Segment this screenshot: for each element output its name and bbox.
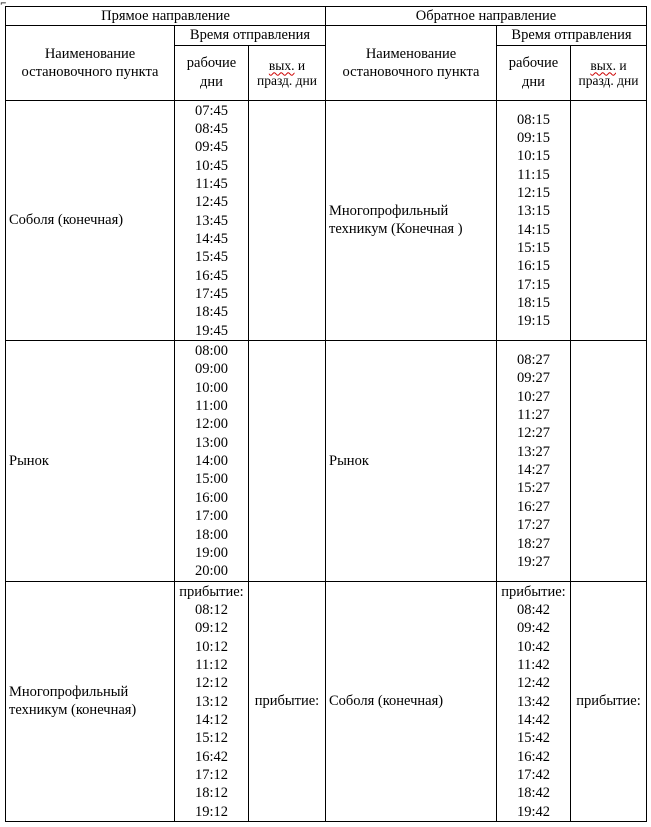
time-entry: 12:00	[194, 416, 229, 433]
time-entry: 18:42	[516, 785, 551, 802]
backward-weekend-times: прибытие:	[571, 581, 647, 821]
time-entry: 13:42	[516, 693, 551, 710]
time-entry: 17:42	[516, 766, 551, 783]
time-entry: 18:00	[194, 526, 229, 543]
backward-direction-header: Обратное направление	[326, 7, 647, 26]
time-entry: 18:27	[516, 535, 551, 552]
time-entry: 09:27	[516, 370, 551, 387]
time-entry: 16:42	[194, 748, 229, 765]
time-entry: 14:12	[194, 711, 229, 728]
backward-weekend-times	[571, 100, 647, 340]
time-entry: 09:00	[194, 361, 229, 378]
backward-departure-time-header: Время отправления	[497, 26, 647, 45]
time-entry: прибытие:	[501, 583, 566, 600]
time-entry: 16:42	[516, 748, 551, 765]
backward-stop-name-header: Наименование остановочного пункта	[326, 26, 497, 100]
time-entry: 15:45	[194, 249, 229, 266]
time-entry: 16:00	[194, 489, 229, 506]
time-entry: 15:27	[516, 480, 551, 497]
time-entry: 12:15	[516, 184, 551, 201]
time-entry: 10:00	[194, 379, 229, 396]
time-entry: 19:42	[516, 803, 551, 820]
time-entry: 11:15	[517, 166, 550, 183]
time-entry: прибытие:	[179, 583, 244, 600]
time-entry: 09:12	[194, 620, 229, 637]
time-entry: 08:15	[516, 111, 551, 128]
corner-marker: ⌐	[0, 0, 7, 8]
time-entry: 17:00	[194, 508, 229, 525]
time-entry: 13:00	[194, 434, 229, 451]
time-entry: 19:15	[516, 313, 551, 330]
forward-weekend-header	[249, 45, 326, 100]
time-entry: 14:45	[194, 231, 229, 247]
time-entry: 18:45	[194, 304, 229, 321]
time-entry: 13:27	[516, 443, 551, 460]
time-entry: 11:42	[517, 656, 550, 673]
forward-weekend-times: прибытие:	[249, 581, 326, 821]
time-entry: 09:15	[516, 129, 551, 146]
time-entry: 14:00	[194, 453, 229, 470]
time-entry: 07:45	[194, 102, 229, 119]
time-entry: 19:27	[516, 553, 551, 570]
time-entry: 15:15	[516, 240, 551, 256]
time-entry: 12:42	[516, 675, 551, 692]
time-entry: 15:42	[516, 730, 551, 747]
time-entry: 15:12	[194, 730, 229, 747]
time-entry: 10:12	[194, 638, 229, 655]
time-entry: 17:45	[194, 286, 229, 303]
backward-stop-name: Многопрофильный техникум (Конечная )	[326, 100, 497, 340]
time-entry: 14:42	[516, 711, 551, 728]
time-entry: 17:12	[194, 766, 229, 783]
time-entry: 17:27	[516, 517, 551, 534]
time-entry: 08:00	[194, 343, 229, 360]
weekend-rest: и празд. дни	[257, 57, 317, 88]
time-entry: 10:27	[516, 388, 551, 405]
forward-workday-times	[175, 100, 249, 340]
forward-workday-times	[175, 581, 249, 821]
forward-workdays-header: рабочие дни	[175, 45, 249, 100]
forward-weekend-times	[249, 341, 326, 581]
backward-workdays-header: рабочие дни	[497, 45, 571, 100]
weekend-word: вых.	[590, 57, 616, 73]
time-entry: 10:15	[516, 148, 551, 165]
backward-workday-times	[497, 581, 571, 821]
forward-workday-times	[175, 341, 249, 581]
time-entry: 18:15	[516, 295, 551, 312]
backward-stop-name: Рынок	[326, 341, 497, 581]
forward-stop-name: Соболя (конечная)	[6, 100, 175, 340]
time-entry: 16:45	[194, 267, 229, 284]
time-entry: 08:27	[516, 352, 551, 369]
time-entry: 17:15	[516, 276, 551, 293]
time-entry: 08:42	[516, 601, 551, 618]
time-entry: 11:27	[517, 407, 550, 424]
time-entry: 08:12	[194, 601, 229, 618]
time-entry: 16:27	[516, 498, 551, 515]
time-entry: 11:45	[195, 175, 228, 192]
time-entry: 13:15	[516, 203, 551, 220]
time-entry: 11:00	[195, 398, 228, 415]
subheader-row	[6, 26, 647, 45]
forward-weekend-times	[249, 100, 326, 340]
time-entry: 09:45	[194, 139, 229, 156]
time-entry: 10:45	[194, 157, 229, 174]
time-entry: 19:00	[194, 544, 229, 561]
time-entry: 19:45	[194, 322, 229, 339]
time-entry: 20:00	[194, 563, 229, 580]
table-row	[6, 100, 647, 340]
time-entry: 19:12	[194, 803, 229, 820]
time-entry: 11:12	[195, 656, 228, 673]
time-entry: 16:15	[516, 258, 551, 275]
backward-weekend-header	[571, 45, 647, 100]
weekend-word: вых.	[268, 57, 295, 73]
forward-stop-name: Многопрофильный техникум (конечная)	[6, 581, 175, 821]
weekend-rest: и празд. дни	[578, 57, 639, 88]
forward-stop-name: Рынок	[6, 341, 175, 581]
time-entry: 13:45	[194, 212, 229, 229]
backward-workday-times	[497, 341, 571, 581]
time-entry: 12:12	[194, 675, 229, 692]
backward-weekend-times	[571, 341, 647, 581]
table-row	[6, 341, 647, 581]
direction-header-row	[6, 7, 647, 26]
time-entry: 13:12	[194, 693, 229, 710]
time-entry: 08:45	[194, 120, 229, 137]
forward-departure-time-header: Время отправления	[175, 26, 326, 45]
schedule-table	[5, 6, 647, 822]
table-row	[6, 581, 647, 821]
time-entry: 10:42	[516, 638, 551, 655]
backward-stop-name: Соболя (конечная)	[326, 581, 497, 821]
time-entry: 14:15	[516, 221, 551, 238]
time-entry: 09:42	[516, 620, 551, 637]
time-entry: 18:12	[194, 785, 229, 802]
time-entry: 15:00	[194, 471, 229, 488]
backward-workday-times	[497, 100, 571, 340]
forward-stop-name-header: Наименование остановочного пункта	[6, 26, 175, 100]
time-entry: 12:45	[194, 194, 229, 211]
forward-direction-header: Прямое направление	[6, 7, 326, 26]
time-entry: 12:27	[516, 425, 551, 442]
time-entry: 14:27	[516, 462, 551, 479]
